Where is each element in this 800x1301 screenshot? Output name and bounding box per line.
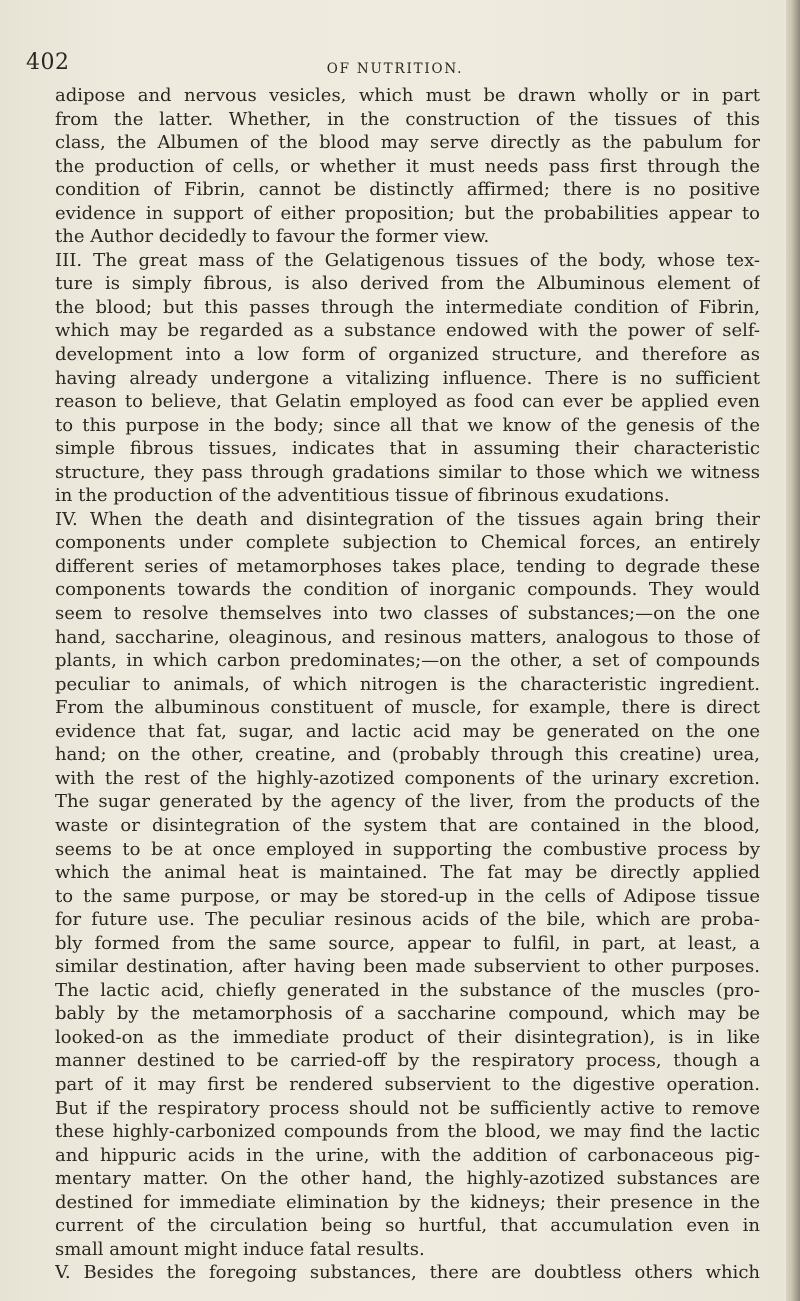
text-line: bly formed from the same source, appear to fulfil, in part, at least, a [55, 932, 760, 954]
text-line: part of it may first be rendered subservient to the digestive operation. [55, 1073, 760, 1095]
text-line: evidence that fat, sugar, and lactic acid may be generated on the one [55, 720, 760, 742]
text-line: hand; on the other, creatine, and (probably through this creatine) urea, [55, 744, 760, 766]
text-line: the blood; but this passes through the intermediate condition of Fibrin, [55, 296, 760, 318]
text-line: to this purpose in the body; since all that we know of the genesis of the [55, 414, 760, 436]
text-line: which may be regarded as a substance endowed with the power of self- [55, 320, 760, 342]
text-line: which the animal heat is maintained. The fat may be directly applied [55, 862, 760, 884]
text-line: III. The great mass of the Gelatigenous tissues of the body, whose tex- [55, 249, 760, 271]
text-line: the production of cells, or whether it must needs pass first through the [55, 155, 760, 177]
text-line: simple fibrous tissues, indicates that in assuming their characteristic [55, 438, 760, 460]
text-line: seem to resolve themselves into two classes of substances;—on the one [55, 603, 760, 625]
text-line: waste or disintegration of the system that are contained in the blood, [55, 814, 760, 836]
text-line: with the rest of the highly-azotized components of the urinary excretion. [55, 767, 760, 789]
text-line: ture is simply fibrous, is also derived from the Albuminous element of [55, 273, 760, 295]
text-line: structure, they pass through gradations similar to those which we witness [55, 461, 760, 483]
text-line: mentary matter. On the other hand, the highly-azotized substances are [55, 1168, 760, 1190]
text-line: and hippuric acids in the urine, with the addition of carbonaceous pig- [55, 1144, 760, 1166]
text-line: from the latter. Whether, in the construction of the tissues of this [55, 108, 760, 130]
text-line: these highly-carbonized compounds from the blood, we may find the lactic [55, 1121, 760, 1143]
running-head: OF NUTRITION. [326, 61, 464, 77]
text-line: bably by the metamorphosis of a saccharine compound, which may be [55, 1003, 760, 1025]
text-line: reason to believe, that Gelatin employed as food can ever be applied even [55, 391, 760, 413]
text-line: current of the circulation being so hurtful, that accumulation even in [55, 1215, 760, 1237]
text-line: IV. When the death and disintegration of the tissues again bring their [55, 508, 760, 530]
text-line: seems to be at once employed in supporting the combustive process by [55, 838, 760, 860]
text-line: the Author decidedly to favour the former view. [55, 226, 490, 248]
text-line: manner destined to be carried-off by the respiratory process, though a [55, 1050, 760, 1072]
text-line: components towards the condition of inorganic compounds. They would [55, 579, 760, 601]
text-line: development into a low form of organized structure, and therefore as [55, 344, 760, 366]
text-line: The sugar generated by the agency of the liver, from the products of the [55, 791, 760, 813]
text-line: The lactic acid, chiefly generated in the substance of the muscles (pro- [55, 979, 760, 1001]
text-line: From the albuminous constituent of muscle, for example, there is direct [55, 697, 760, 719]
body-text [55, 84, 760, 1285]
text-line: class, the Albumen of the blood may serve directly as the pabulum for [55, 132, 760, 154]
text-line: hand, saccharine, oleaginous, and resinous matters, analogous to those of [55, 626, 760, 648]
text-line: in the production of the adventitious tissue of fibrinous exudations. [55, 485, 670, 507]
text-line: having already undergone a vitalizing influence. There is no sufficient [55, 367, 760, 389]
text-line: plants, in which carbon predominates;—on the other, a set of compounds [55, 650, 760, 672]
text-line: components under complete subjection to Chemical forces, an entirely [55, 532, 760, 554]
text-line: small amount might induce fatal results. [55, 1238, 425, 1260]
text-line: similar destination, after having been made subservient to other purposes. [55, 956, 760, 978]
text-line: condition of Fibrin, cannot be distinctly affirmed; there is no positive [55, 179, 760, 201]
text-line: But if the respiratory process should not be sufficiently active to remove [55, 1097, 760, 1119]
text-line: to the same purpose, or may be stored-up in the cells of Adipose tissue [55, 885, 760, 907]
text-line: looked-on as the immediate product of their disintegration), is in like [55, 1026, 760, 1048]
text-line: different series of metamorphoses takes place, tending to degrade these [55, 555, 760, 577]
text-line: peculiar to animals, of which nitrogen is the characteristic ingredient. [55, 673, 760, 695]
text-line: adipose and nervous vesicles, which must be drawn wholly or in part [55, 85, 760, 106]
page-number: 402 [26, 50, 70, 75]
page-edge [786, 0, 800, 1301]
text-line: evidence in support of either proposition; but the probabilities appear to [55, 202, 760, 224]
text-line: destined for immediate elimination by the kidneys; their presence in the [55, 1191, 760, 1213]
text-line: V. Besides the foregoing substances, there are doubtless others which [55, 1262, 760, 1284]
text-line: for future use. The peculiar resinous acids of the bile, which are proba- [55, 909, 760, 931]
